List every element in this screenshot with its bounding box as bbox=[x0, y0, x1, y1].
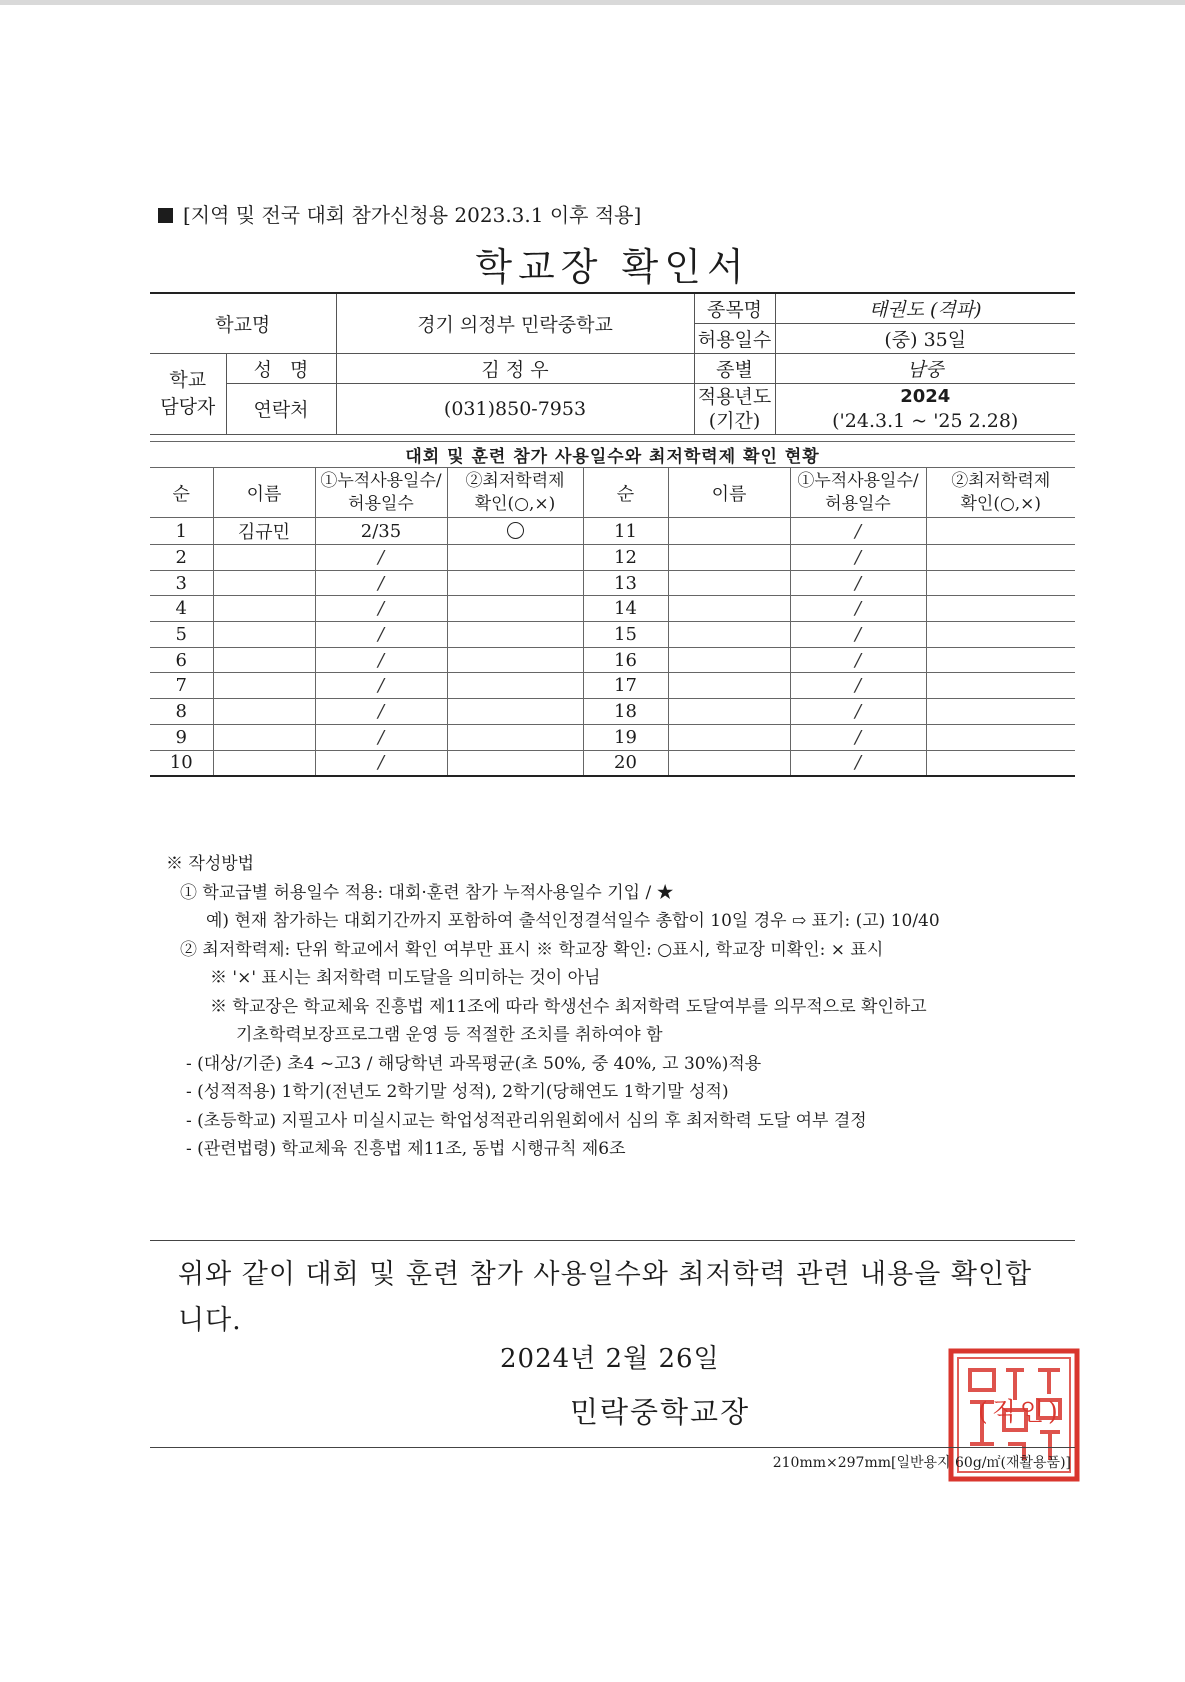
row-check bbox=[447, 622, 583, 648]
table-row bbox=[150, 724, 1075, 750]
row-name bbox=[213, 622, 315, 648]
allowed-days-value: (중) 35일 bbox=[775, 323, 1075, 353]
school-value: 경기 의정부 민락중학교 bbox=[336, 293, 694, 353]
table-row bbox=[150, 596, 1075, 622]
manager-label: 학교 담당자 bbox=[150, 353, 226, 434]
row-no: 15 bbox=[583, 622, 668, 648]
note-line: - (초등학교) 지필고사 미실시교는 학업성적관리위원회에서 심의 후 최저학력 도달 여부 결정 bbox=[186, 1110, 867, 1131]
row-days: / bbox=[315, 596, 447, 622]
event-value: 태권도 (격파) bbox=[775, 293, 1075, 323]
year-value: 2024 bbox=[900, 385, 951, 407]
name-value: 김 정 우 bbox=[336, 353, 694, 383]
info-table bbox=[150, 292, 1075, 435]
status-table bbox=[150, 441, 1075, 777]
note-line: ② 최저학력제: 단위 학교에서 확인 여부만 표시 ※ 학교장 확인: ○표시, 학교장 미확인: × 표시 bbox=[180, 939, 884, 960]
divider bbox=[150, 1447, 1075, 1448]
row-check bbox=[447, 724, 583, 750]
header-no: 순 bbox=[150, 468, 213, 518]
row-days: / bbox=[790, 699, 926, 725]
row-name bbox=[213, 724, 315, 750]
row-name bbox=[668, 518, 790, 545]
row-days: / bbox=[790, 673, 926, 699]
row-no: 19 bbox=[583, 724, 668, 750]
row-no: 7 bbox=[150, 673, 213, 699]
header-name: 이름 bbox=[668, 468, 790, 518]
row-no: 9 bbox=[150, 724, 213, 750]
note-line: - (성적적용) 1학기(전년도 2학기말 성적), 2학기(당해연도 1학기말 성적) bbox=[186, 1082, 729, 1102]
row-name bbox=[668, 647, 790, 673]
row-days: / bbox=[315, 622, 447, 648]
row-name bbox=[213, 545, 315, 571]
row-days: 2/35 bbox=[315, 518, 447, 545]
row-name bbox=[213, 699, 315, 725]
category-label: 종별 bbox=[694, 353, 775, 383]
row-days: / bbox=[790, 724, 926, 750]
row-no: 20 bbox=[583, 750, 668, 776]
notes-title: ※ 작성방법 bbox=[166, 854, 255, 874]
category-value: 남중 bbox=[775, 353, 1075, 383]
table-row bbox=[150, 518, 1075, 545]
confirmation-text: 위와 같이 대회 및 훈련 참가 사용일수와 최저학력 관련 내용을 확인합니다. bbox=[178, 1259, 1033, 1336]
row-days: / bbox=[315, 699, 447, 725]
row-no: 12 bbox=[583, 545, 668, 571]
row-days: / bbox=[315, 750, 447, 776]
principal-title: 민락중학교장 bbox=[570, 1395, 751, 1429]
note-line: ① 학교급별 허용일수 적용: 대회·훈련 참가 누적사용일수 기입 / ★ bbox=[180, 882, 674, 903]
row-days: / bbox=[315, 724, 447, 750]
table-row bbox=[150, 750, 1075, 776]
table-row bbox=[150, 622, 1075, 648]
row-check bbox=[926, 570, 1075, 596]
table-row bbox=[150, 699, 1075, 725]
row-days: / bbox=[790, 545, 926, 571]
divider bbox=[150, 1240, 1075, 1241]
row-no: 11 bbox=[583, 518, 668, 545]
page-title: 학교장 확인서 bbox=[475, 245, 750, 289]
row-days: / bbox=[315, 545, 447, 571]
writing-instructions bbox=[150, 850, 1075, 1164]
row-no: 16 bbox=[583, 647, 668, 673]
row-name bbox=[213, 647, 315, 673]
row-check bbox=[926, 518, 1075, 545]
row-name bbox=[213, 750, 315, 776]
event-label: 종목명 bbox=[694, 293, 775, 323]
row-check bbox=[447, 673, 583, 699]
row-days: / bbox=[790, 622, 926, 648]
row-check bbox=[447, 596, 583, 622]
table-row bbox=[150, 570, 1075, 596]
note-line: ※ 학교장은 학교체육 진흥법 제11조에 따라 학생선수 최저학력 도달여부를 의무적으로 확인하고 bbox=[210, 996, 927, 1017]
note-line: 예) 현재 참가하는 대회기간까지 포함하여 출석인정결석일수 총합이 10일 경우 ⇨ 표기: (고) 10/40 bbox=[206, 911, 940, 931]
row-check bbox=[926, 545, 1075, 571]
row-no: 1 bbox=[150, 518, 213, 545]
row-no: 5 bbox=[150, 622, 213, 648]
square-bullet-icon bbox=[158, 208, 173, 223]
top-border bbox=[0, 0, 1185, 5]
row-name bbox=[668, 622, 790, 648]
note-line: - (관련법령) 학교체육 진흥법 제11조, 동법 시행규칙 제6조 bbox=[186, 1139, 626, 1159]
note-line: ※ '×' 표시는 최저학력 미도달을 의미하는 것이 아님 bbox=[210, 968, 601, 988]
row-check bbox=[447, 545, 583, 571]
header-days: ①누적사용일수/ 허용일수 bbox=[790, 468, 926, 518]
form-subtitle bbox=[158, 199, 641, 228]
note-line: - (대상/기준) 초4 ~고3 / 해당학년 과목평균(초 50%, 중 40%, 고 30%)적용 bbox=[186, 1053, 762, 1074]
allowed-days-label: 허용일수 bbox=[694, 323, 775, 353]
contact-label: 연락처 bbox=[226, 383, 336, 434]
year-cell bbox=[775, 383, 1075, 434]
row-days: / bbox=[790, 518, 926, 545]
header-check: ②최저학력제 확인(○,×) bbox=[447, 468, 583, 518]
contact-value: (031)850-7953 bbox=[336, 383, 694, 434]
row-check bbox=[926, 699, 1075, 725]
note-line: 기초학력보장프로그램 운영 등 적절한 조치를 취하여야 함 bbox=[236, 1025, 663, 1045]
paper-spec: 210mm×297mm[일반용지 60g/㎡(재활용품)] bbox=[772, 1455, 1071, 1471]
row-name bbox=[668, 570, 790, 596]
header-no: 순 bbox=[583, 468, 668, 518]
subtitle-text: [지역 및 전국 대회 참가신청용 2023.3.1 이후 적용] bbox=[183, 203, 642, 227]
table-row bbox=[150, 673, 1075, 699]
row-name bbox=[668, 699, 790, 725]
row-name bbox=[668, 724, 790, 750]
row-days: / bbox=[315, 570, 447, 596]
row-check bbox=[447, 518, 583, 545]
issue-date: 2024년 2월 26일 bbox=[500, 1344, 720, 1374]
header-name: 이름 bbox=[213, 468, 315, 518]
header-days: ①누적사용일수/ 허용일수 bbox=[315, 468, 447, 518]
section-title: 대회 및 훈련 참가 사용일수와 최저학력제 확인 현황 bbox=[150, 442, 1075, 468]
row-name bbox=[213, 570, 315, 596]
year-label: 적용년도 (기간) bbox=[694, 383, 775, 434]
row-name bbox=[668, 596, 790, 622]
row-no: 4 bbox=[150, 596, 213, 622]
row-check bbox=[447, 750, 583, 776]
circle-mark-icon bbox=[507, 522, 524, 539]
row-name bbox=[213, 673, 315, 699]
row-check bbox=[447, 647, 583, 673]
row-no: 6 bbox=[150, 647, 213, 673]
school-label: 학교명 bbox=[150, 293, 336, 353]
row-name bbox=[668, 673, 790, 699]
table-row bbox=[150, 545, 1075, 571]
row-check bbox=[926, 724, 1075, 750]
row-days: / bbox=[790, 647, 926, 673]
row-days: / bbox=[315, 647, 447, 673]
row-no: 2 bbox=[150, 545, 213, 571]
row-check bbox=[926, 622, 1075, 648]
row-name bbox=[213, 596, 315, 622]
row-check bbox=[447, 570, 583, 596]
row-name bbox=[668, 750, 790, 776]
name-label: 성 명 bbox=[226, 353, 336, 383]
seal-label: (직인) bbox=[978, 1397, 1062, 1426]
row-check bbox=[926, 596, 1075, 622]
row-check bbox=[926, 750, 1075, 776]
table-row bbox=[150, 647, 1075, 673]
row-days: / bbox=[790, 750, 926, 776]
row-no: 14 bbox=[583, 596, 668, 622]
row-no: 8 bbox=[150, 699, 213, 725]
period-value: ('24.3.1 ~ '25 2.28) bbox=[832, 409, 1019, 432]
row-days: / bbox=[315, 673, 447, 699]
row-no: 3 bbox=[150, 570, 213, 596]
header-check: ②최저학력제 확인(○,×) bbox=[926, 468, 1075, 518]
row-no: 18 bbox=[583, 699, 668, 725]
row-days: / bbox=[790, 570, 926, 596]
row-check bbox=[447, 699, 583, 725]
row-no: 17 bbox=[583, 673, 668, 699]
row-days: / bbox=[790, 596, 926, 622]
row-check bbox=[926, 647, 1075, 673]
row-check bbox=[926, 673, 1075, 699]
row-no: 10 bbox=[150, 750, 213, 776]
row-name: 김규민 bbox=[213, 518, 315, 545]
row-name bbox=[668, 545, 790, 571]
row-no: 13 bbox=[583, 570, 668, 596]
